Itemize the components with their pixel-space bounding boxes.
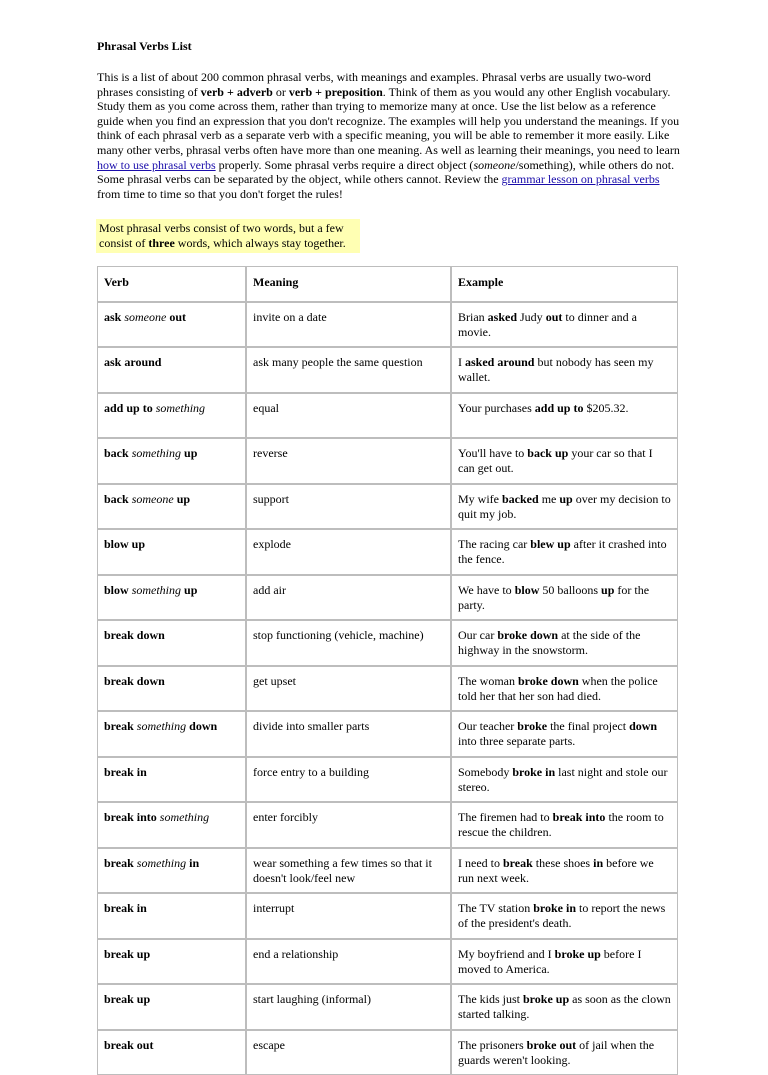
verb-segment: break up — [104, 947, 151, 961]
verb-cell — [97, 893, 246, 939]
example-segment: break into — [552, 810, 606, 824]
verb-segment: up — [181, 446, 198, 460]
verb-segment: ask — [104, 310, 125, 324]
example-segment: broke down — [497, 628, 559, 642]
example-segment: up — [601, 583, 615, 597]
verb-segment: something — [136, 719, 187, 733]
example-segment: 50 balloons — [539, 583, 602, 597]
meaning-cell: reverse — [246, 438, 451, 484]
example-segment: me — [538, 492, 560, 506]
example-cell — [451, 984, 678, 1030]
example-cell — [451, 620, 678, 666]
example-segment: Your purchases — [458, 401, 535, 415]
example-segment: for the party. — [458, 583, 650, 612]
verb-segment: in — [186, 856, 200, 870]
example-cell — [451, 939, 678, 984]
header-example: Example — [451, 266, 678, 302]
meaning-cell: add air — [246, 575, 451, 620]
example-segment: I need to — [458, 856, 503, 870]
example-segment: Our car — [458, 628, 498, 642]
intro-italic-term: someone — [473, 157, 516, 172]
example-cell — [451, 848, 678, 893]
example-segment: My boyfriend and I — [458, 947, 555, 961]
example-cell — [451, 575, 678, 620]
table-row — [97, 575, 678, 620]
example-segment: your car so that I can get out. — [458, 446, 653, 475]
verb-segment: something — [159, 810, 210, 824]
verb-cell — [97, 757, 246, 802]
example-segment: to dinner and a movie. — [458, 310, 638, 339]
verb-cell — [97, 848, 246, 893]
example-segment: the room to rescue the children. — [458, 810, 664, 839]
table-header-row — [97, 266, 678, 302]
example-segment: asked — [487, 310, 518, 324]
verb-segment: break into — [104, 810, 160, 824]
example-cell — [451, 802, 678, 848]
table-body — [97, 302, 678, 1075]
verb-cell — [97, 393, 246, 438]
table-row — [97, 757, 678, 802]
meaning-cell: escape — [246, 1030, 451, 1075]
verb-segment: something — [136, 856, 187, 870]
verb-cell — [97, 529, 246, 575]
example-cell — [451, 529, 678, 575]
verb-segment: up — [181, 583, 198, 597]
example-segment: after it crashed into the fence. — [458, 537, 667, 566]
example-cell — [451, 393, 678, 438]
example-cell — [451, 302, 678, 347]
verb-segment: someone — [131, 492, 174, 506]
verb-segment: up — [173, 492, 191, 506]
example-segment: $205.32. — [583, 401, 629, 415]
verb-segment: break up — [104, 992, 151, 1006]
example-cell — [451, 666, 678, 711]
verb-segment: something — [131, 446, 182, 460]
example-segment: We have to — [458, 583, 515, 597]
intro-text: properly. Some phrasal verbs require a direct object ( — [215, 157, 474, 172]
table-row — [97, 939, 678, 984]
meaning-cell: ask many people the same question — [246, 347, 451, 393]
example-segment: over my decision to quit my job. — [458, 492, 671, 521]
example-segment: broke in — [533, 901, 577, 915]
example-segment: The kids just — [458, 992, 523, 1006]
table-row — [97, 393, 678, 438]
meaning-cell: enter forcibly — [246, 802, 451, 848]
example-segment: Brian — [458, 310, 488, 324]
meaning-cell: start laughing (informal) — [246, 984, 451, 1030]
example-segment: The racing car — [458, 537, 531, 551]
note-bold-term: three — [148, 235, 175, 250]
example-cell — [451, 347, 678, 393]
meaning-cell: force entry to a building — [246, 757, 451, 802]
intro-bold-term: verb + adverb — [200, 84, 273, 99]
example-cell — [451, 757, 678, 802]
intro-text: from time to time so that you don't forget the rules! — [97, 186, 343, 201]
example-cell — [451, 893, 678, 939]
verb-segment: back — [104, 446, 132, 460]
intro-text: This is a list of about 200 common phrasal verbs, with meanings and examples. Phrasal verbs are usually two-word phrases consisting of — [97, 70, 651, 99]
verb-cell — [97, 484, 246, 529]
how-to-use-phrasal-verbs-link[interactable]: how to use phrasal verbs — [97, 157, 216, 172]
example-cell — [451, 484, 678, 529]
example-segment: The TV station — [458, 901, 534, 915]
verb-segment: blow up — [104, 537, 146, 551]
meaning-cell: explode — [246, 529, 451, 575]
intro-text: or — [272, 84, 289, 99]
example-segment: add up to — [534, 401, 584, 415]
verb-segment: ask around — [104, 355, 162, 369]
verb-segment: someone — [124, 310, 167, 324]
verb-cell — [97, 575, 246, 620]
meaning-cell: divide into smaller parts — [246, 711, 451, 757]
meaning-cell: interrupt — [246, 893, 451, 939]
table-row — [97, 529, 678, 575]
example-segment: The prisoners — [458, 1038, 527, 1052]
example-segment: broke up — [523, 992, 570, 1006]
example-segment: Our teacher — [458, 719, 518, 733]
note-text: Most phrasal verbs consist of two words, but a few consist of — [99, 221, 344, 250]
verb-segment: break down — [104, 674, 165, 688]
table-row — [97, 666, 678, 711]
example-segment: broke in — [512, 765, 556, 779]
example-segment: out — [545, 310, 563, 324]
table-row — [97, 984, 678, 1030]
table-row — [97, 484, 678, 529]
intro-bold-term: verb + preposition — [288, 84, 383, 99]
verb-segment: down — [186, 719, 218, 733]
example-segment: back up — [527, 446, 569, 460]
table-row — [97, 893, 678, 939]
example-segment: broke — [517, 719, 548, 733]
table-row — [97, 1030, 678, 1075]
example-segment: the final project — [547, 719, 630, 733]
verb-cell — [97, 711, 246, 757]
phrasal-verbs-table — [97, 266, 678, 1075]
example-segment: to report the news of the president's death. — [458, 901, 666, 930]
verb-cell — [97, 939, 246, 984]
example-segment: My wife — [458, 492, 502, 506]
meaning-cell: end a relationship — [246, 939, 451, 984]
example-segment: last night and stole our stereo. — [458, 765, 668, 794]
example-segment: into three separate parts. — [458, 733, 576, 748]
verb-segment: out — [166, 310, 187, 324]
table-row — [97, 848, 678, 893]
verb-cell — [97, 302, 246, 347]
verb-segment: break — [104, 719, 137, 733]
table-row — [97, 438, 678, 484]
example-segment: blew up — [530, 537, 571, 551]
verb-cell — [97, 347, 246, 393]
example-cell — [451, 1030, 678, 1075]
meaning-cell: support — [246, 484, 451, 529]
verb-segment: something — [155, 401, 206, 415]
meaning-cell: get upset — [246, 666, 451, 711]
table-row — [97, 802, 678, 848]
example-cell — [451, 438, 678, 484]
example-segment: blow — [514, 583, 540, 597]
verb-segment: add up to — [104, 401, 156, 415]
example-segment: but nobody has seen my wallet. — [458, 355, 654, 384]
example-segment: as soon as the clown started talking. — [458, 992, 671, 1021]
intro-paragraph — [97, 70, 682, 201]
example-segment: The woman — [458, 674, 518, 688]
example-segment: backed — [502, 492, 539, 506]
verb-cell — [97, 1030, 246, 1075]
verb-cell — [97, 438, 246, 484]
meaning-cell: invite on a date — [246, 302, 451, 347]
example-segment: Somebody — [458, 765, 513, 779]
example-segment: broke out — [526, 1038, 577, 1052]
table-row — [97, 347, 678, 393]
table-row — [97, 620, 678, 666]
highlight-note — [96, 219, 360, 253]
example-segment: The firemen had to — [458, 810, 553, 824]
verb-segment: break out — [104, 1038, 154, 1052]
example-segment: I — [458, 355, 465, 369]
verb-segment: break down — [104, 628, 165, 642]
meaning-cell: wear something a few times so that it doesn't look/feel new — [246, 848, 451, 893]
header-meaning: Meaning — [246, 266, 451, 302]
verb-segment: break in — [104, 901, 147, 915]
example-segment: these shoes — [532, 856, 594, 870]
example-segment: at the side of the highway in the snowstorm. — [458, 628, 641, 657]
example-segment: asked around — [465, 355, 535, 369]
meaning-cell: stop functioning (vehicle, machine) — [246, 620, 451, 666]
verb-cell — [97, 666, 246, 711]
example-segment: when the police told her that her son had died. — [458, 674, 658, 703]
intro-text: /something), while others do not. Some phrasal verbs can be separated by the object, while others cannot. Review the — [97, 157, 675, 187]
table-row — [97, 711, 678, 757]
example-cell — [451, 711, 678, 757]
verb-segment: break — [104, 856, 137, 870]
verb-segment: back — [104, 492, 132, 506]
example-segment: in — [593, 856, 604, 870]
verb-segment: something — [131, 583, 182, 597]
grammar-lesson-link[interactable]: grammar lesson on phrasal verbs — [501, 172, 660, 187]
page-title: Phrasal Verbs List — [97, 39, 192, 53]
example-segment: before we run next week. — [458, 856, 654, 885]
example-segment: before I moved to America. — [458, 947, 642, 976]
verb-cell — [97, 802, 246, 848]
example-segment: You'll have to — [458, 446, 528, 460]
example-segment: up — [559, 492, 573, 506]
example-segment: broke up — [554, 947, 601, 961]
intro-text: . Think of them as you would any other English vocabulary. Study them as you come across them, rather than trying to memorize many at once. Use the list below as a reference guide when you find an expression that you don't recognize. The examples will help you understand the meanings. If you think of each phrasal verb as a separate verb with a specific meaning, you will be able to remember it more easily. Like many other verbs, phrasal verbs often have more than one meaning. As well as learning their meanings, you need to learn — [97, 84, 680, 157]
note-text: words, which always stay together. — [174, 235, 346, 250]
example-segment: broke down — [517, 674, 579, 688]
table-row — [97, 302, 678, 347]
example-segment: of jail when the guards weren't looking. — [458, 1038, 655, 1067]
verb-cell — [97, 984, 246, 1030]
verb-segment: blow — [104, 583, 132, 597]
verb-cell — [97, 620, 246, 666]
verb-segment: break in — [104, 765, 147, 779]
example-segment: Judy — [517, 310, 546, 324]
example-segment: down — [629, 719, 658, 733]
meaning-cell: equal — [246, 393, 451, 438]
header-verb: Verb — [97, 266, 246, 302]
example-segment: break — [502, 856, 533, 870]
